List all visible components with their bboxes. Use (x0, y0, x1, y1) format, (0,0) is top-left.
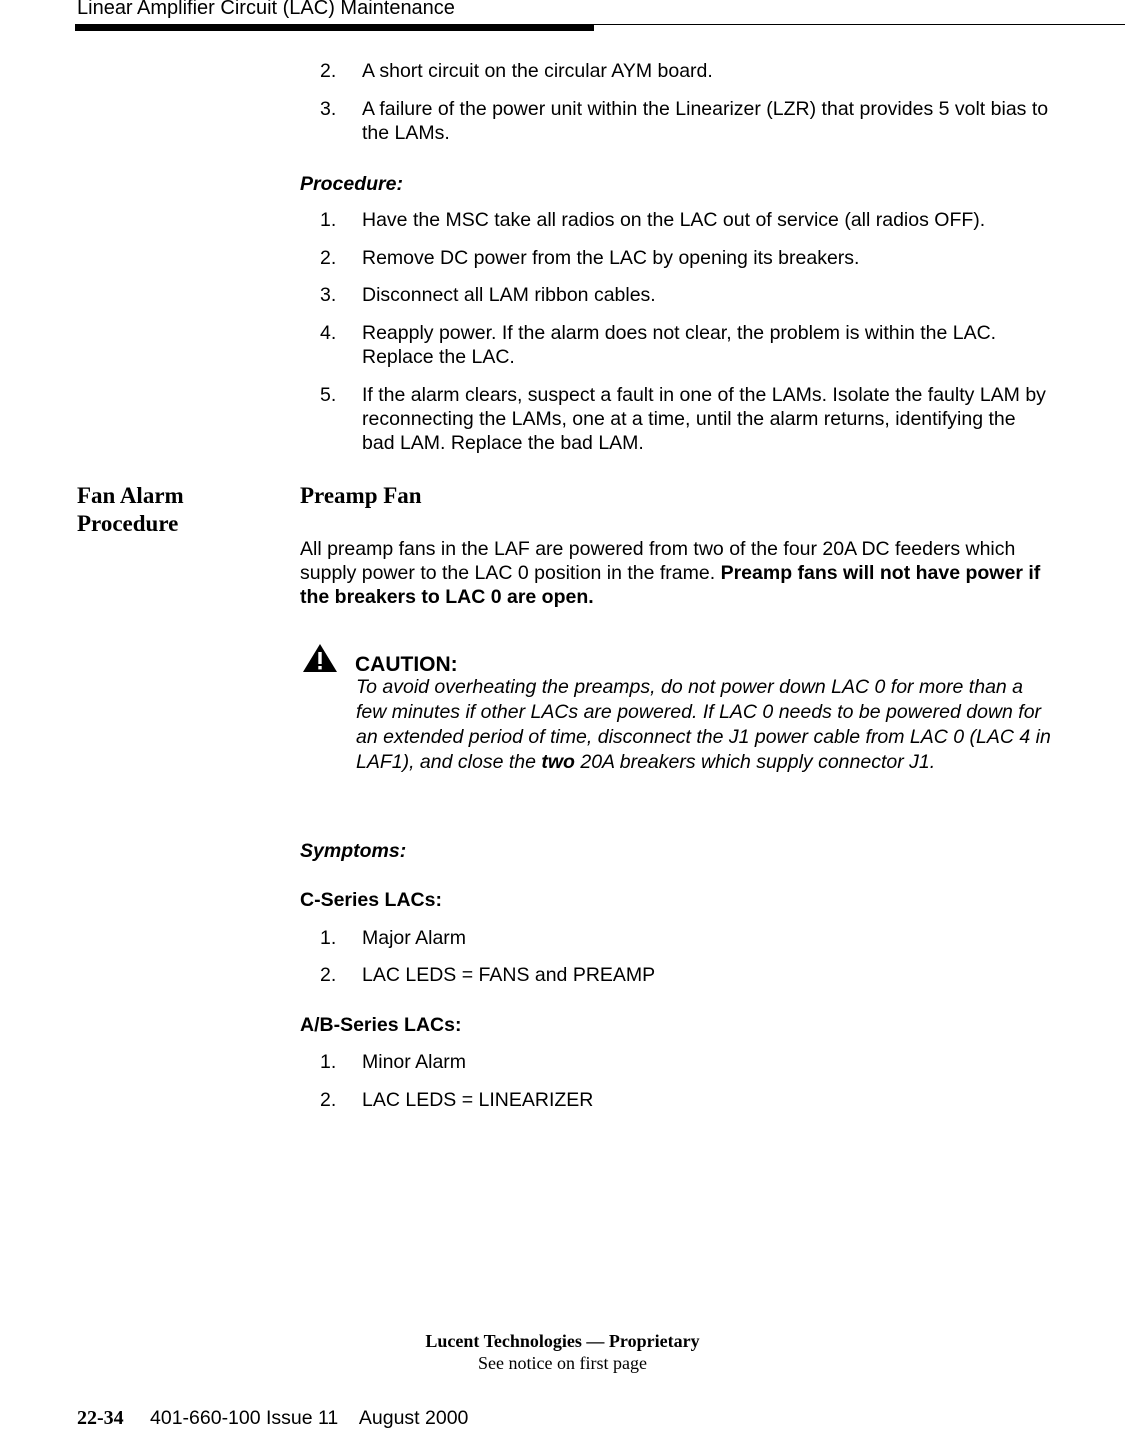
list-item-number: 3. (320, 98, 337, 120)
step-text: Have the MSC take all radios on the LAC out of service (all radios OFF). (362, 209, 986, 231)
step-text: If the alarm clears, suspect a fault in one of the LAMs. Isolate the faulty LAM by reconnecting the LAMs, one at a time, until the alarm returns, identifying the bad LAM. Replace the bad LAM. (362, 384, 1046, 454)
page-number: 22-34 (77, 1407, 124, 1429)
step-number: 4. (320, 322, 337, 344)
list-item-text: A failure of the power unit within the Linearizer (LZR) that provides 5 volt bias to the LAMs. (362, 98, 1049, 144)
footer-company: Lucent Technologies — Proprietary (425, 1331, 700, 1351)
warning-triangle-icon (302, 643, 338, 673)
step-number: 3. (320, 284, 337, 306)
procedure-label: Procedure: (300, 173, 403, 195)
list-item-number: 2. (320, 1089, 337, 1111)
list-item-number: 1. (320, 927, 337, 949)
list-item-text: A short circuit on the circular AYM board. (362, 60, 713, 82)
document-info: 401-660-100 Issue 11 August 2000 (150, 1407, 469, 1429)
ab-series-label: A/B-Series LACs: (300, 1014, 462, 1036)
preamp-fan-paragraph (300, 537, 1045, 609)
step-number: 1. (320, 209, 337, 231)
caution-text-part: To avoid overheating the preamps, do not power down LAC 0 for more than a few minutes if other LACs are powered. If LAC 0 needs to be powered down for an extended period of time, disconnect the J1 power cable from LAC 0 (LAC 4 in LAF1), and close the (356, 676, 1051, 773)
side-heading (77, 482, 277, 538)
symptoms-label: Symptoms: (300, 840, 407, 862)
caution-text-part: 20A breakers which supply connector J1. (574, 751, 936, 773)
caution-text (356, 675, 1056, 775)
running-header-title: Linear Amplifier Circuit (LAC) Maintenance (77, 0, 455, 19)
step-text: Disconnect all LAM ribbon cables. (362, 284, 656, 306)
footer-notice: See notice on first page (478, 1353, 647, 1373)
paragraph-text: All preamp fans in the LAF are powered from two of the four 20A DC feeders which supply power to the LAC 0 position in the frame. (300, 538, 1016, 584)
caution-label: CAUTION: (355, 653, 458, 676)
header-rule-thick (75, 25, 594, 31)
list-item-number: 2. (320, 964, 337, 986)
list-item-text: Minor Alarm (362, 1051, 467, 1073)
list-item-number: 2. (320, 60, 337, 82)
side-heading-line: Procedure (77, 511, 179, 536)
list-item-number: 1. (320, 1051, 337, 1073)
side-heading-line: Fan Alarm (77, 483, 184, 508)
c-series-label: C-Series LACs: (300, 889, 442, 911)
sub-heading: Preamp Fan (300, 483, 422, 508)
list-item-text: Major Alarm (362, 927, 467, 949)
paragraph-bold-text: Preamp fans will not have power if the breakers to LAC 0 are open. (300, 562, 1041, 608)
caution-text-bold: two (541, 751, 575, 773)
step-text: Reapply power. If the alarm does not clear, the problem is within the LAC. Replace the LAC. (362, 322, 997, 368)
step-number: 2. (320, 247, 337, 269)
list-item-text: LAC LEDS = FANS and PREAMP (362, 964, 656, 986)
step-text: Remove DC power from the LAC by opening its breakers. (362, 247, 860, 269)
list-item-text: LAC LEDS = LINEARIZER (362, 1089, 594, 1111)
step-number: 5. (320, 384, 337, 406)
